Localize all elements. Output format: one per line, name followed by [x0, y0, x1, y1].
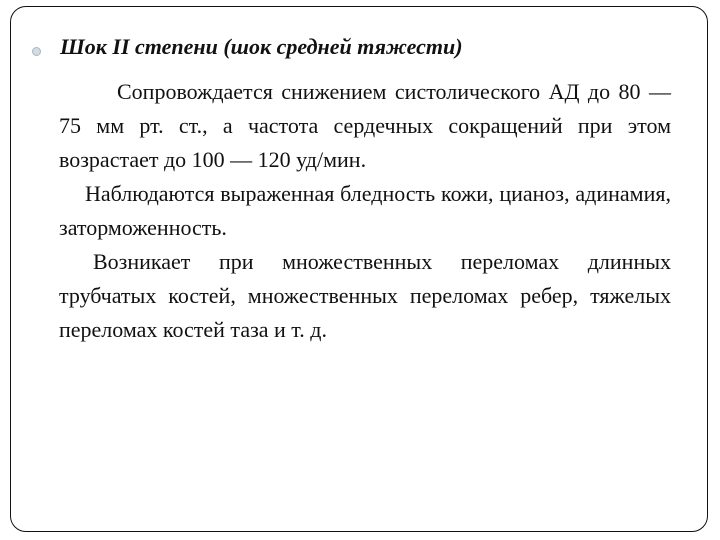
- bullet-icon: [32, 47, 41, 56]
- slide-frame: [10, 6, 708, 532]
- paragraph-blood-pressure: Сопровождается снижением систолического АД до 80 — 75 мм рт. ст., а частота сердечных сокращений при этом возрастает до 100 — 120 уд/мин.: [59, 79, 671, 172]
- slide-heading: Шок II степени (шок средней тяжести): [60, 34, 463, 59]
- slide-body: [59, 75, 671, 347]
- paragraph-causes: Возникает при множественных переломах длинных трубчатых костей, множественных переломах ребер, тяжелых переломах костей таза и т. д.: [59, 249, 671, 342]
- paragraph-symptoms: Наблюдаются выраженная бледность кожи, цианоз, адинамия, заторможенность.: [59, 181, 671, 240]
